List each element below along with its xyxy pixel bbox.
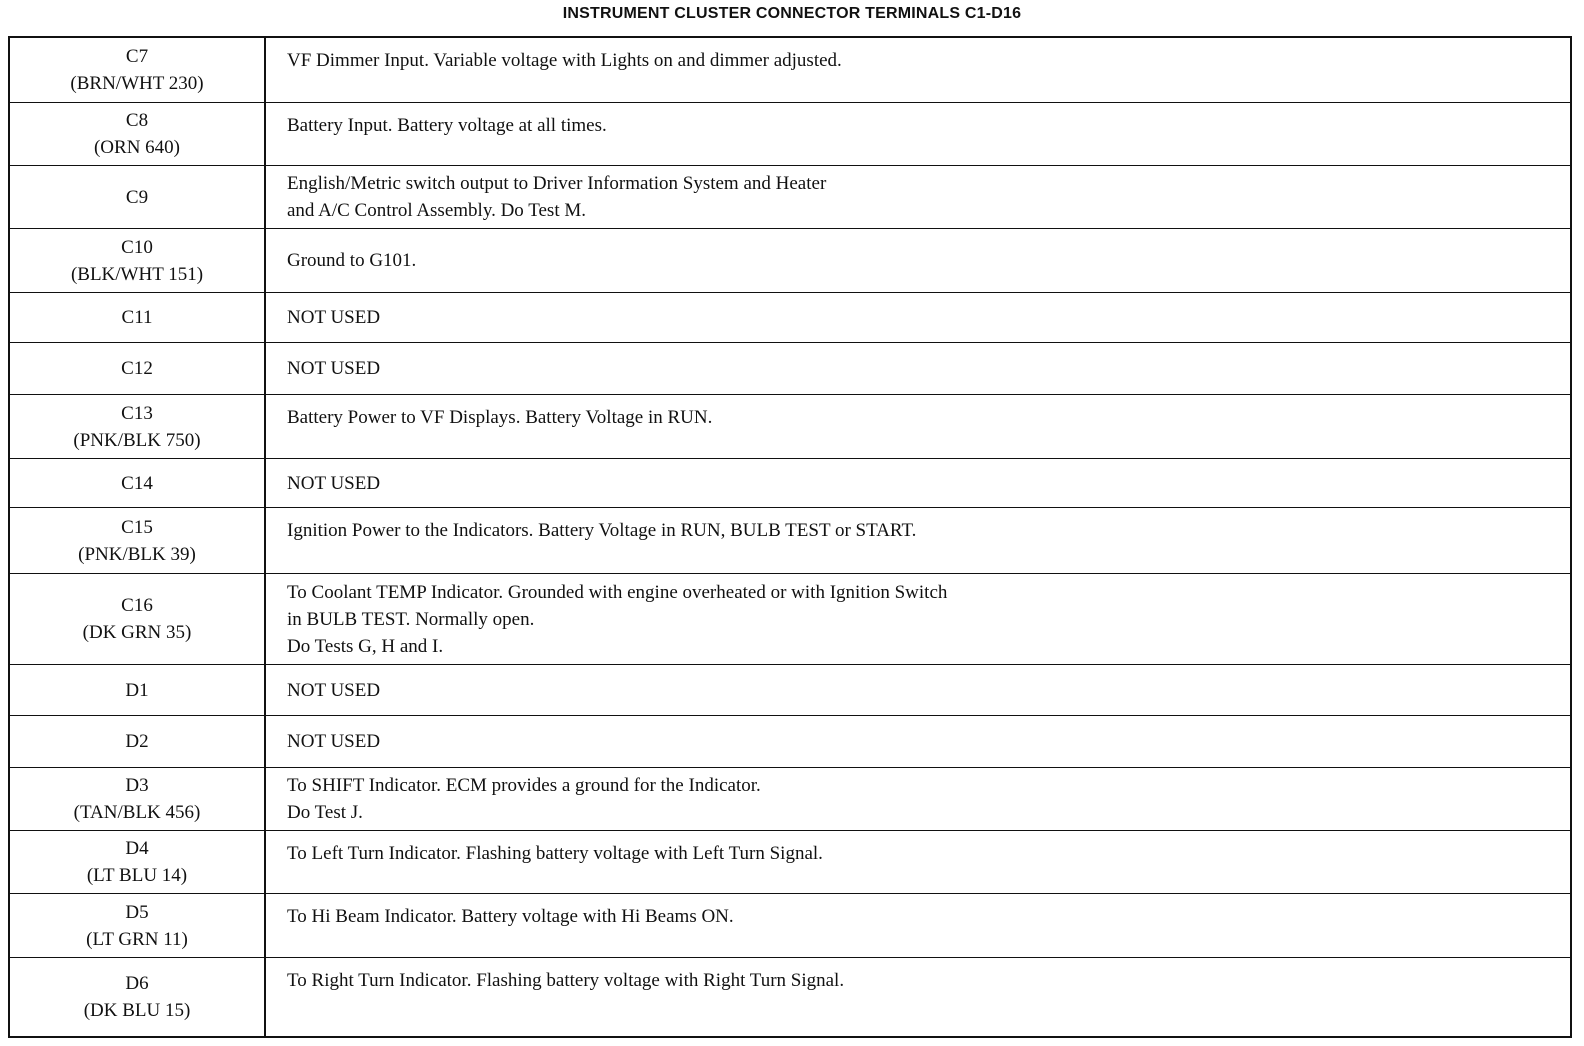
wire-code: (BRN/WHT 230): [70, 73, 204, 94]
terminal-cell: [10, 768, 266, 830]
description-line: To SHIFT Indicator. ECM provides a ground for the Indicator.: [287, 775, 761, 796]
description-line: VF Dimmer Input. Variable voltage with Lights on and dimmer adjusted.: [287, 50, 842, 71]
table-row: [10, 573, 1570, 664]
table-row: [10, 342, 1570, 394]
description-line: Do Tests G, H and I.: [287, 635, 444, 657]
description-cell: [267, 958, 1570, 1036]
wire-code: (DK BLU 15): [83, 1000, 191, 1021]
table-row: [10, 507, 1570, 573]
terminal-id: C7: [125, 46, 149, 67]
terminal-id: D2: [125, 731, 149, 752]
wire-code: (ORN 640): [93, 137, 181, 158]
description-line: Battery Input. Battery voltage at all times.: [287, 115, 607, 136]
table-row: [10, 664, 1570, 715]
description-line: Ground to G101.: [287, 250, 417, 271]
description-cell: [267, 831, 1570, 893]
description-cell: [267, 229, 1570, 292]
description-cell: [267, 665, 1570, 715]
terminal-cell: [10, 395, 266, 458]
description-cell: [267, 459, 1570, 507]
terminal-id: D6: [125, 973, 149, 994]
terminal-id: C8: [125, 110, 149, 131]
wire-code: (BLK/WHT 151): [70, 263, 204, 285]
terminal-id: C15: [121, 516, 153, 538]
description-line: Do Test J.: [287, 802, 363, 823]
terminal-cell: [10, 716, 266, 767]
table-row: [10, 292, 1570, 342]
terminal-cell: [10, 293, 266, 342]
terminal-cell: [10, 508, 266, 573]
description-line: Battery Power to VF Displays. Battery Voltage in RUN.: [287, 407, 713, 428]
description-line: To Hi Beam Indicator. Battery voltage with Hi Beams ON.: [287, 906, 734, 927]
table-row: [10, 957, 1570, 1036]
terminal-cell: [10, 343, 266, 394]
table-row: [10, 38, 1570, 102]
terminal-cell: [10, 958, 266, 1036]
wire-code: (TAN/BLK 456): [73, 802, 201, 823]
terminal-id: C12: [121, 358, 153, 379]
table-row: [10, 394, 1570, 458]
terminal-id: D3: [125, 775, 149, 796]
terminal-cell: [10, 894, 266, 957]
terminal-id: C10: [121, 236, 153, 258]
description-cell: [267, 508, 1570, 573]
table-row: [10, 458, 1570, 507]
description-cell: [267, 768, 1570, 830]
terminal-id: C13: [121, 402, 153, 424]
description-cell: [267, 395, 1570, 458]
terminal-cell: [10, 166, 266, 228]
table-row: [10, 893, 1570, 957]
description-line: To Right Turn Indicator. Flashing battery voltage with Right Turn Signal.: [287, 970, 845, 991]
terminal-cell: [10, 38, 266, 102]
wire-code: (LT GRN 11): [86, 928, 188, 950]
description-cell: [267, 293, 1570, 342]
terminal-id: D1: [125, 679, 149, 701]
description-cell: [267, 38, 1570, 102]
table-row: [10, 830, 1570, 893]
terminal-id: D4: [125, 838, 149, 859]
terminal-id: D5: [125, 901, 149, 923]
terminal-id: C11: [121, 307, 153, 328]
description-cell: [267, 166, 1570, 228]
terminal-id: C16: [121, 595, 153, 616]
description-line: NOT USED: [287, 472, 381, 494]
description-line: NOT USED: [287, 679, 381, 701]
terminal-cell: [10, 831, 266, 893]
terminal-cell: [10, 574, 266, 664]
description-line: NOT USED: [287, 358, 381, 379]
description-cell: [267, 103, 1570, 165]
description-cell: [267, 343, 1570, 394]
terminal-cell: [10, 229, 266, 292]
terminal-cell: [10, 459, 266, 507]
terminal-id: C9: [125, 186, 149, 208]
description-line: Ignition Power to the Indicators. Battery Voltage in RUN, BULB TEST or START.: [287, 520, 917, 541]
description-line: in BULB TEST. Normally open.: [287, 608, 535, 630]
description-line: NOT USED: [287, 731, 381, 752]
table-row: [10, 102, 1570, 165]
table-row: [10, 715, 1570, 767]
terminal-table: [8, 36, 1572, 1038]
table-row: [10, 228, 1570, 292]
terminal-cell: [10, 103, 266, 165]
wire-code: (PNK/BLK 750): [73, 429, 201, 451]
wire-code: (DK GRN 35): [82, 622, 192, 643]
description-line: and A/C Control Assembly. Do Test M.: [287, 200, 586, 221]
terminal-cell: [10, 665, 266, 715]
description-cell: [267, 894, 1570, 957]
wire-code: (LT BLU 14): [86, 865, 188, 886]
description-line: NOT USED: [287, 307, 381, 328]
description-line: To Coolant TEMP Indicator. Grounded with engine overheated or with Ignition Switch: [287, 581, 948, 603]
wire-code: (PNK/BLK 39): [78, 543, 196, 565]
table-row: [10, 767, 1570, 830]
description-line: English/Metric switch output to Driver Information System and Heater: [287, 173, 827, 194]
table-row: [10, 165, 1570, 228]
description-line: To Left Turn Indicator. Flashing battery voltage with Left Turn Signal.: [287, 843, 823, 864]
terminal-id: C14: [121, 472, 153, 494]
page-title: INSTRUMENT CLUSTER CONNECTOR TERMINALS C1-D16: [562, 5, 1022, 22]
description-cell: [267, 574, 1570, 664]
description-cell: [267, 716, 1570, 767]
